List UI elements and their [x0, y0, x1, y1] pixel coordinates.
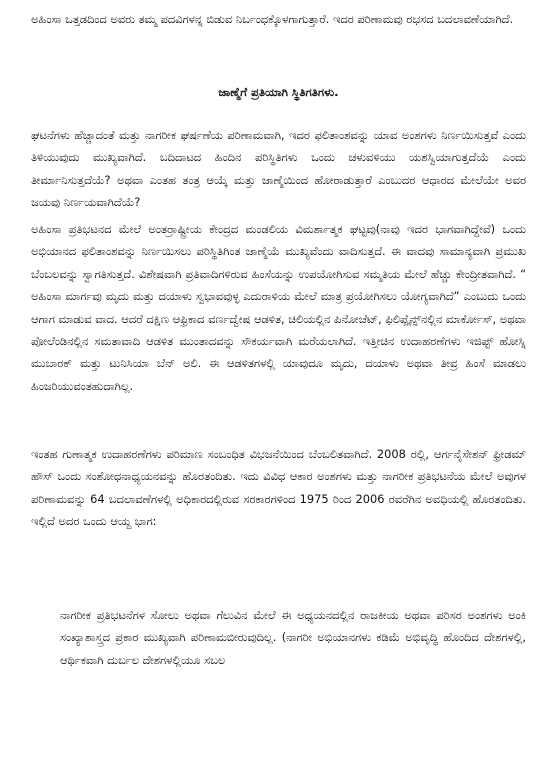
paragraph-2: ಘಟನೆಗಳು ಹೆಚ್ಚಾದಂತೆ ಮತ್ತು ನಾಗರೀಕ ಘರ್ಷಣೆಯ ಪರಿಣಾಮವಾಗಿ, ಇದರ ಫಲಿತಾಂಶವನ್ನು ಯಾವ ಅಂಶಗಳು ನಿರ್ಣಯಿಸುತ್ತವೆ ಎಂದು ತಿಳಿಯುವುದು ಮುಖ್ಯವಾಗಿದೆ. ಬದಿದಾಟದ ಹಿಂದಿನ ಪರಿಸ್ಥಿತಿಗಳು ಒಂದು ಚಳುವಳಿಯು ಯಶಸ್ವಿಯಾಗುತ್ತದೆಯೆ ಎಂದು ತೀರ್ಮಾನಿಸುತ್ತದೆಯೆ? ಅಥವಾ ಎಂತಹ ತಂತ್ರ ಆಯ್ಕೆ ಮತ್ತು ಜಾಣ್ಮೆಯಿಂದ ಹೋರಾಡುತ್ತಾರೆ ಎಂಬುದರ ಆಧಾರದ ಮೇಲೆಯೇ ಅವರ ಜಯವು ನಿರ್ಣಯವಾಗಿದೆಯೆ? [31, 128, 526, 210]
section-heading: ಜಾಣ್ಮೆಗೆ ಪ್ರತಿಯಾಗಿ ಸ್ಥಿತಿಗತಿಗಳು. [218, 85, 339, 99]
paragraph-4: ಇಂತಹ ಗುಣಾತ್ಮಕ ಉದಾಹರಣೆಗಳು ಪರಿಮಾಣ ಸಂಬಂಧಿತ ವಿಭಜನೆಯಿಂದ ಬೆಂಬಲಿತವಾಗಿದೆ. 2008 ರಲ್ಲಿ, ಆರ್ಗನೈಸೇಶನ್ ಫ್ರೀಡಮ್ ಹೌಸ್ ಒಂದು ಸಂಶೋಧನಾಧ್ಯಯನವನ್ನು ಹೊರತಂದಿತು. ಇದು ವಿವಿಧ ಆಕಾರ ಅಂಶಗಳು ಮತ್ತು ನಾಗರೀಕ ಪ್ರತಿಭಟನೆಯ ಮೇಲೆ ಅವುಗಳ ಪರಿಣಾಮವನ್ನು 64 ಬದಲಾವಣೆಗಳಲ್ಲಿ ಅಧಿಕಾರದಲ್ಲಿರುವ ಸರಕಾರಗಳಿಂದ 1975 ರಿಂದ 2006 ರವರೆಗಿನ ಅವಧಿಯಲ್ಲಿ ಹೊರತಂದಿತು. ಇಲ್ಲಿದೆ ಅದರ ಒಂದು ಆಯ್ದ ಭಾಗ: [31, 447, 526, 529]
paragraph-3: ಅಹಿಂಸಾ ಪ್ರತಿಭಟನದ ಮೇಲೆ ಅಂತರ್ರಾಷ್ಟ್ರೀಯ ಕೇಂದ್ರದ ಮಂಡಲಿಯ ವಿಮರ್ಶಾತ್ಮಕ ಘಟ್ಟವು(ನಾವು ಇದರ ಭಾಗವಾಗಿದ್ದೇವೆ) ಒಂದು ಅಭಿಯಾನದ ಫಲಿತಾಂಶವನ್ನು ನಿರ್ಣಯಿಸಲು ಪರಿಸ್ಥಿತಿಗಿಂತ ಜಾಣ್ಮೆಯೆ ಮುಖ್ಯವೆಂದು ವಾದಿಸುತ್ತದೆ. ಈ ವಾದವು ಸಾಮಾನ್ಯವಾಗಿ ಪ್ರಮುಖ ಬೆಂಬಲವನ್ನು ಸ್ವಾಗತಿಸುತ್ತದೆ. ವಿಶೇಷವಾಗಿ ಪ್ರತಿವಾದಿಗಳಿರುವ ಹಿಂಸೆಯನ್ನು ಉಪಯೋಗಿಸುವ ಸಮ್ಮತಿಯ ಮೇಲೆ ಹೆಚ್ಚು ಕೇಂದ್ರೀತವಾಗಿದೆ. “ ಅಹಿಂಸಾ ಮಾರ್ಗವು ಮೃದು ಮತ್ತು ದಯಾಳು ಸ್ವಭಾವವುಳ್ಳ ಎದುರಾಳಿಯ ಮೇಲೆ ಮಾತ್ರ ಪ್ರಯೋಗಿಸಲು ಯೋಗ್ಯವಾಗಿದೆ” ಎಂಬುದು ಒಂದು ಆಗಾಗ ಮಾಡುವ ವಾದ. ಆದರೆ ದಕ್ಷಿಣ ಆಫ್ರಿಕಾದ ವರ್ಣದ್ವೇಷ ಆಡಳಿತ, ಚಿಲಿಯಲ್ಲಿನ ಪಿನೋಚೆಟ್, ಫಿಲಿಪ್ಪೈನ್ಸ್‌ನಲ್ಲಿನ ಮಾರ್ಕೋಸ್, ಅಥವಾ ಪೋಲೆಂಡಿನಲ್ಲಿನ ಸಮತಾವಾದಿ ಆಡಳಿತ ಮುಂತಾದವನ್ನು ಸೌಕರ್ಯವಾಗಿ ಮರೆಯಲಾಗಿದೆ. ಇತ್ತೀಚಿನ ಉದಾಹರಣೆಗಳು ಇಜಿಪ್ಟ್ ಹೋಸ್ನಿ ಮುಬಾರಕ್ ಮತ್ತು ಟುನಿಸಿಯಾ ಬೆನ್ ಅಲಿ. ಈ ಆಡಳಿತಗಳಲ್ಲಿ ಯಾವುದೂ ಮೃದು, ದಯಾಳು ಅಥವಾ ತೀವ್ರ ಹಿಂಸೆ ಮಾಡಲು ಹಿಂಜರಿಯುವಂತಹುದಾಗಿಲ್ಲ. [31, 222, 526, 393]
block-quote: ನಾಗರೀಕ ಪ್ರತಿಭಟನೆಗಳ ಸೋಲು ಅಥವಾ ಗೆಲುವಿನ ಮೇಲೆ ಈ ಅಧ್ಯಯನದಲ್ಲಿನ ರಾಜಕೀಯ ಅಥವಾ ಪರಿಸರ ಅಂಶಗಳು ಅಂಕಿ ಸಂಖ್ಯಾಶಾಸ್ತ್ರದ ಪ್ರಕಾರ ಮುಖ್ಯವಾಗಿ ಪರಿಣಾಮಬೀರುವುದಿಲ್ಲ. (ನಾಗರೀ ಅಭಿಯಾನಗಳು ಕಡಿಮೆ ಅಭಿವೃದ್ಧಿ ಹೊಂದಿದ ದೇಶಗಳಲ್ಲಿ, ಆರ್ಥಿಕವಾಗಿ ದುರ್ಬಲ ದೇಶಗಳಲ್ಲಿಯೂ ಸಬಲ [60, 608, 526, 667]
paragraph-1: ಅಹಿಂಸಾ ಒತ್ತಡದಿಂದ ಅವರು ತಮ್ಮ ಪದವಿಗಳನ್ನ ಬಿಡುವ ನಿರ್ಬಂಧಕ್ಕೊಳಗಾಗುತ್ತಾರೆ. ಇದರ ಪರಿಣಾಮವು ರಭಸದ ಬದಲಾವಣೆಯಾಗಿದೆ. [31, 12, 514, 26]
